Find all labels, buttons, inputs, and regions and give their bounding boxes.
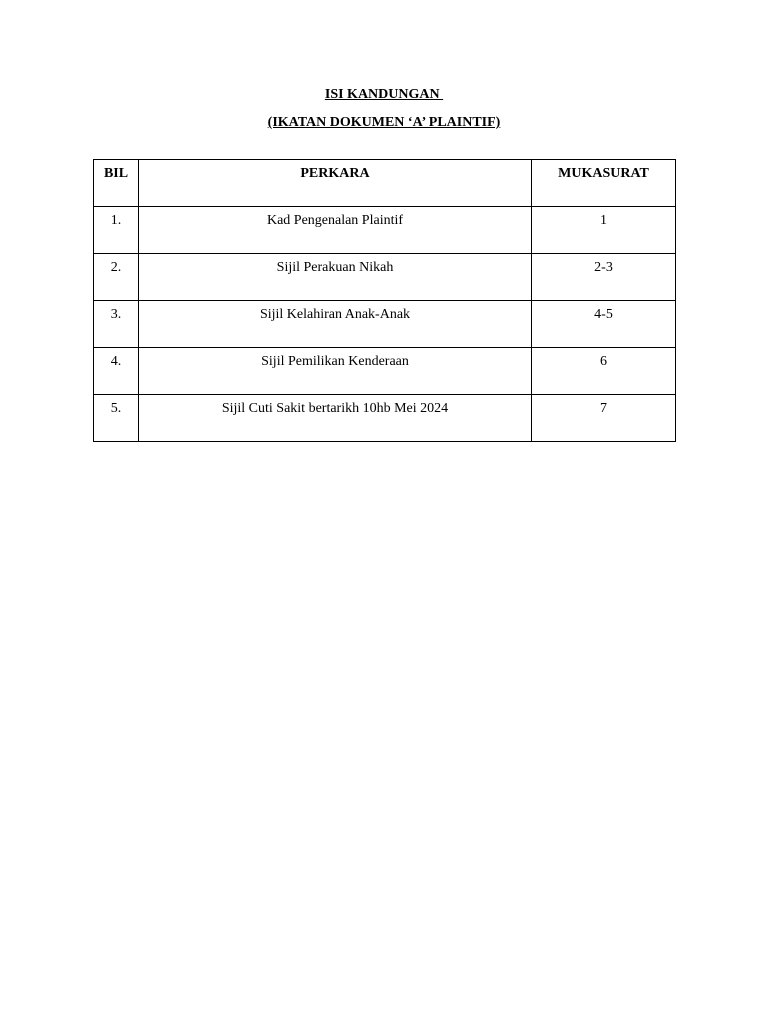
cell-mukasurat: 6 xyxy=(532,348,676,395)
cell-mukasurat: 7 xyxy=(532,395,676,442)
table-row xyxy=(94,301,676,348)
cell-mukasurat: 2-3 xyxy=(532,254,676,301)
cell-bil: 1. xyxy=(94,207,139,254)
cell-bil: 2. xyxy=(94,254,139,301)
cell-perkara: Sijil Pemilikan Kenderaan xyxy=(139,348,532,395)
cell-bil: 5. xyxy=(94,395,139,442)
cell-perkara: Kad Pengenalan Plaintif xyxy=(139,207,532,254)
cell-perkara: Sijil Cuti Sakit bertarikh 10hb Mei 2024 xyxy=(139,395,532,442)
header-bil: BIL xyxy=(94,160,139,207)
cell-bil: 3. xyxy=(94,301,139,348)
table-row xyxy=(94,254,676,301)
page-title: ISI KANDUNGAN xyxy=(324,87,444,102)
cell-perkara: Sijil Perakuan Nikah xyxy=(139,254,532,301)
table-row xyxy=(94,207,676,254)
cell-bil: 4. xyxy=(94,348,139,395)
table-header-row xyxy=(94,160,676,207)
table-row xyxy=(94,348,676,395)
header-mukasurat: MUKASURAT xyxy=(532,160,676,207)
contents-table xyxy=(93,159,676,442)
cell-mukasurat: 1 xyxy=(532,207,676,254)
cell-perkara: Sijil Kelahiran Anak-Anak xyxy=(139,301,532,348)
header-perkara: PERKARA xyxy=(139,160,532,207)
page-subtitle: (IKATAN DOKUMEN ‘A’ PLAINTIF) xyxy=(267,115,501,130)
table-row xyxy=(94,395,676,442)
cell-mukasurat: 4-5 xyxy=(532,301,676,348)
